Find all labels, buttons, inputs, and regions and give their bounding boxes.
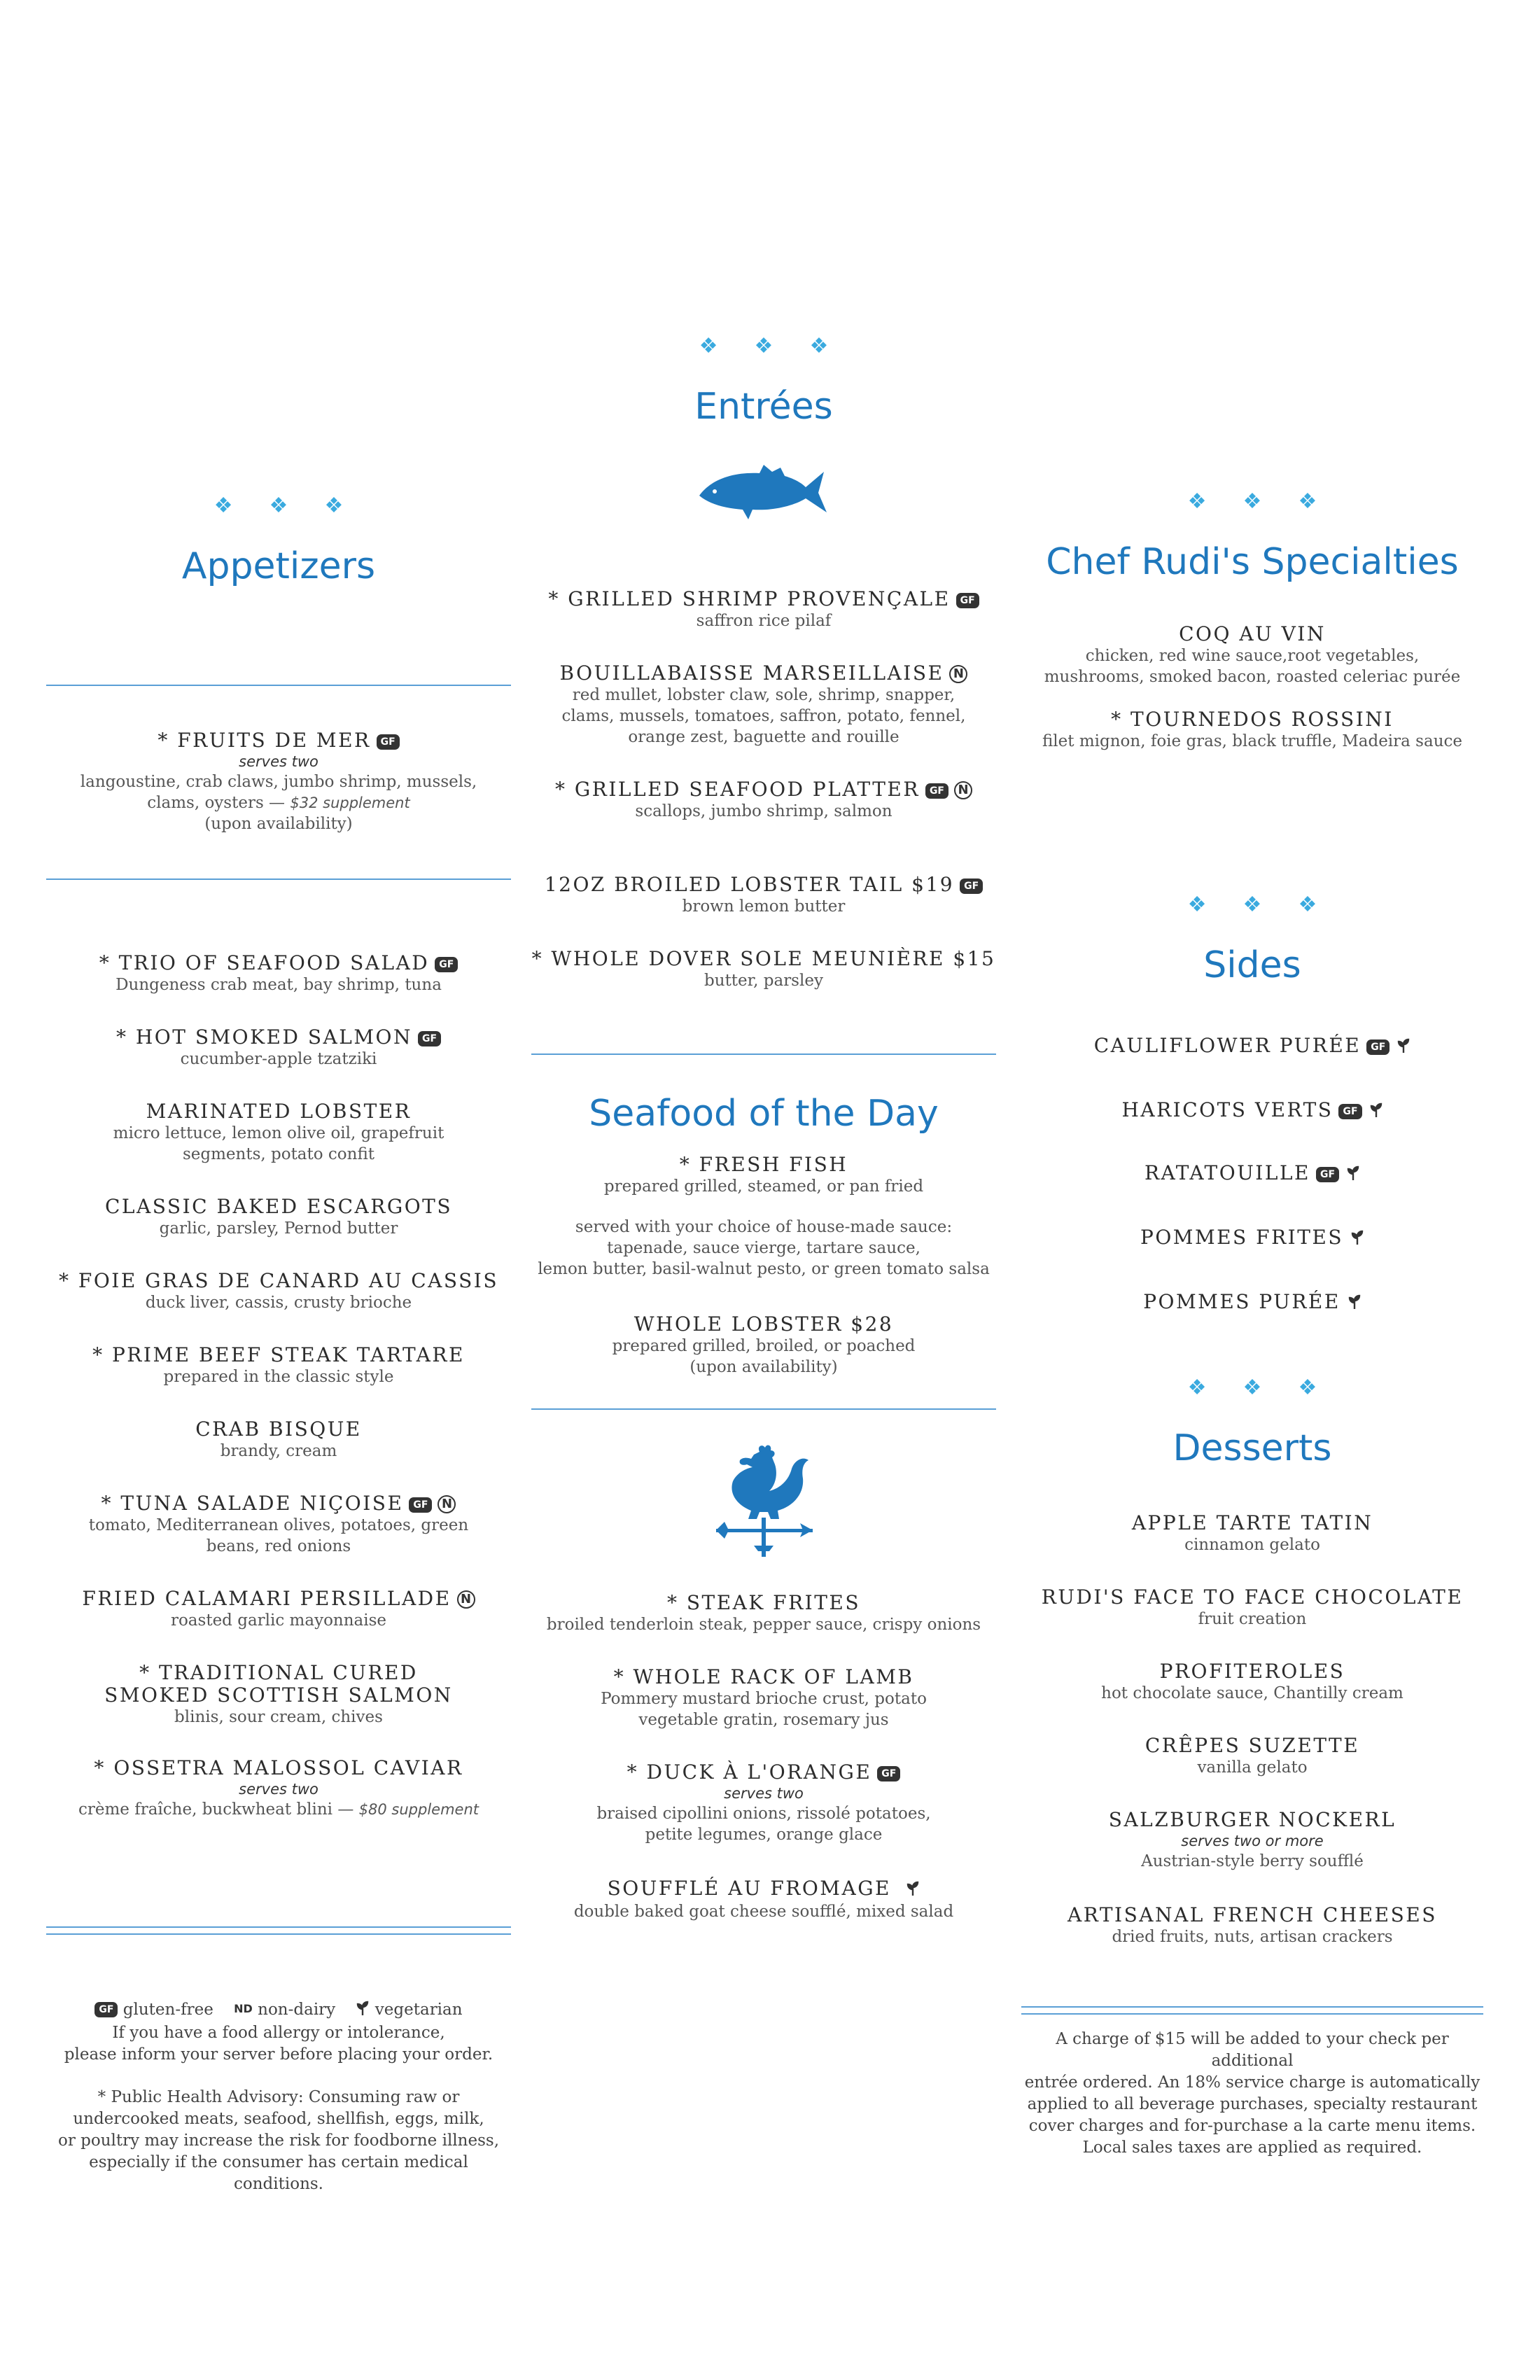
allergy-note: If you have a food allergy or intolerance, [112,2024,445,2042]
item-desc: scallops, jumbo shrimp, salmon [635,802,892,820]
ornament-icon: ❖ ❖ ❖ [1187,892,1317,917]
vegetarian-icon [1396,1036,1410,1058]
menu-item [531,874,996,917]
menu-item-whole-lobster [531,1313,996,1378]
supplement: $32 supplement [290,794,410,811]
item-desc: garlic, parsley, Pernod butter [159,1219,398,1238]
menu-item [46,1588,511,1631]
charge-note-line: Local sales taxes are applied as required. [1082,2138,1422,2157]
item-desc: brandy, cream [220,1442,337,1460]
item-name: * FRESH FISH [679,1153,848,1176]
item-name: APPLE TARTE TATIN [1131,1511,1373,1534]
health-advisory: or poultry may increase the risk for foodborne illness, [57,2132,500,2150]
item-name: * WHOLE RACK OF LAMB [613,1665,914,1688]
legend-veg-label: vegetarian [374,2001,463,2019]
menu-item [573,1666,954,1730]
non-dairy-icon: N [438,1495,456,1513]
item-desc: blinis, sour cream, chives [174,1708,383,1726]
item-desc: chicken, red wine sauce,root vegetables, mushrooms, smoked bacon, roasted celeriac purée [1044,647,1461,686]
gluten-free-icon: GF [435,957,458,972]
seafood-of-the-day-title: Seafood of the Day [589,1093,939,1135]
gluten-free-icon: GF [1338,1104,1362,1119]
item-desc: Dungeness crab meat, bay shrimp, tuna [115,976,442,994]
menu-item [46,1270,511,1313]
menu-item [531,1592,996,1635]
item-name: * DUCK À L'ORANGE [626,1760,872,1784]
item-name: CLASSIC BAKED ESCARGOTS [104,1195,453,1218]
legend-nd-label: non-dairy [258,2001,336,2019]
divider [46,685,511,686]
gluten-free-icon: GF [925,783,948,799]
health-advisory: especially if the consumer has certain medical conditions. [89,2153,468,2193]
non-dairy-icon: N [457,1590,475,1609]
item-name: POMMES PURÉE [1143,1290,1340,1313]
legend [46,1999,511,2195]
item-name: WHOLE LOBSTER $28 [634,1312,894,1336]
item-name: SOUFFLÉ AU FROMAGE [607,1877,891,1900]
gluten-free-icon: GF [1316,1167,1339,1182]
menu-item [531,948,996,991]
item-name: HARICOTS VERTS [1121,1098,1334,1121]
non-dairy-icon: N [954,781,972,799]
appetizers-title: Appetizers [181,545,376,587]
gluten-free-icon: GF [94,2002,118,2017]
menu-item [1021,708,1483,752]
item-desc: micro lettuce, lemon olive oil, grapefruit segments, potato confit [113,1124,444,1163]
item-name: SALZBURGER NOCKERL [1108,1808,1396,1831]
legend-row [46,1999,511,2022]
item-desc: roasted garlic mayonnaise [170,1611,387,1630]
item-desc: red mullet, lobster claw, sole, shrimp, snapper, clams, mussels, tomatoes, saffron, potato, fennel, orange zest, baguette and rouille [561,686,966,746]
item-note: serves two [239,1781,318,1798]
item-desc: filet mignon, foie gras, black truffle, Madeira sauce [1042,732,1463,750]
ornament-icon: ❖ ❖ ❖ [1187,1376,1317,1400]
menu-item [46,952,511,995]
menu-item [88,1662,469,1728]
rooster-weathervane-icon [710,1442,817,1561]
item-name: * FOIE GRAS DE CANARD AU CASSIS [59,1269,498,1292]
item-name: * TRADITIONAL CURED SMOKED SCOTTISH SALMON [104,1661,453,1707]
side-item [1021,1035,1483,1058]
sauce-note: tapenade, sauce vierge, tartare sauce, [607,1239,920,1257]
sides-title: Sides [1203,944,1301,986]
menu-item [46,1344,511,1387]
menu-item [531,1877,996,1922]
gluten-free-icon: GF [877,1766,900,1782]
item-name: 12OZ BROILED LOBSTER TAIL $19 [544,873,955,896]
gluten-free-icon: GF [1366,1040,1390,1055]
item-desc: saffron rice pilaf [696,612,832,630]
vegetarian-icon [1369,1100,1383,1123]
specialties-title: Chef Rudi's Specialties [1046,541,1459,583]
allergy-note: please inform your server before placing your order. [64,2045,493,2064]
item-name: FRIED CALAMARI PERSILLADE [82,1587,451,1610]
menu-item [88,1492,469,1557]
ornament-icon: ❖ ❖ ❖ [214,493,344,518]
item-desc: Austrian-style berry soufflé [1141,1852,1364,1870]
gluten-free-icon: GF [960,878,983,894]
entrees-title: Entrées [694,386,833,428]
item-name: COQ AU VIN [1179,622,1326,645]
item-name: * FRUITS DE MER [158,729,371,752]
menu-item-fruits-de-mer [46,729,511,834]
menu-item [46,1418,511,1462]
item-name: * PRIME BEEF STEAK TARTARE [92,1343,465,1366]
item-name: PROFITEROLES [1159,1660,1345,1683]
menu-item [545,662,982,748]
menu-item-caviar [46,1757,511,1820]
item-name: * HOT SMOKED SALMON [115,1026,412,1049]
gluten-free-icon: GF [956,593,979,608]
divider [46,878,511,880]
vegetarian-icon [1348,1292,1362,1315]
item-desc: cinnamon gelato [1184,1536,1320,1554]
item-name: BOUILLABAISSE MARSEILLAISE [559,662,944,685]
side-item [1021,1291,1483,1315]
item-desc: dried fruits, nuts, artisan crackers [1112,1928,1393,1946]
non-dairy-icon: N [949,665,967,683]
health-advisory: undercooked meats, seafood, shellfish, eggs, milk, [73,2110,484,2128]
item-name: * GRILLED SEAFOOD PLATTER [555,778,920,801]
item-desc: fruit creation [1198,1610,1307,1628]
sauce-note: lemon butter, basil-walnut pesto, or green tomato salsa [538,1260,990,1278]
menu-item [1021,1904,1483,1947]
item-name: * TUNA SALADE NIÇOISE [101,1492,404,1515]
item-desc: clams, oysters — [147,794,290,812]
non-dairy-icon: ND [234,2002,253,2015]
item-desc: (upon availability) [204,815,353,833]
menu-item [573,1761,954,1845]
item-desc: cucumber-apple tzatziki [180,1050,377,1068]
supplement: $80 supplement [358,1801,479,1818]
item-desc: brown lemon butter [682,897,846,916]
item-name: * STEAK FRITES [666,1591,861,1614]
item-desc: prepared grilled, broiled, or poached [612,1337,916,1355]
ornament-icon: ❖ ❖ ❖ [699,334,829,358]
sauce-note: served with your choice of house-made sauce: [575,1218,953,1236]
item-desc: vanilla gelato [1197,1758,1308,1777]
item-name: POMMES FRITES [1140,1226,1344,1249]
double-divider [46,1926,511,1935]
charge-note-line: applied to all beverage purchases, specialty restaurant [1027,2095,1478,2113]
vegetarian-icon [1350,1228,1364,1250]
side-item [1021,1162,1483,1186]
item-desc: duck liver, cassis, crusty brioche [145,1294,412,1312]
item-name: ARTISANAL FRENCH CHEESES [1068,1903,1437,1926]
item-note: serves two or more [1181,1833,1324,1849]
vegetarian-icon [906,1879,920,1901]
side-item [1021,1226,1483,1250]
divider [531,1054,996,1055]
side-item [1021,1099,1483,1123]
item-name: RUDI'S FACE TO FACE CHOCOLATE [1041,1586,1464,1609]
gluten-free-icon: GF [377,734,400,750]
item-desc: braised cipollini onions, rissolé potatoes, petite legumes, orange glace [596,1805,931,1844]
item-desc: (upon availability) [690,1358,838,1376]
menu-item [46,1026,511,1070]
item-name: CRÊPES SUZETTE [1144,1734,1360,1757]
gluten-free-icon: GF [409,1497,432,1513]
gluten-free-icon: GF [418,1031,441,1046]
item-desc: langoustine, crab claws, jumbo shrimp, mussels, [80,773,477,791]
item-desc: broiled tenderloin steak, pepper sauce, crispy onions [546,1616,981,1634]
item-desc: prepared grilled, steamed, or pan fried [603,1177,924,1196]
divider [531,1408,996,1410]
menu-item [1021,1735,1483,1778]
menu-item [1021,1512,1483,1555]
charge-note-line: A charge of $15 will be added to your check per additional [1056,2030,1449,2070]
menu-item [74,1100,483,1165]
item-desc: tomato, Mediterranean olives, potatoes, green beans, red onions [88,1516,469,1555]
menu-item [531,588,996,631]
charge-note-line: entrée ordered. An 18% service charge is automatically [1024,2073,1480,2092]
menu-item [531,778,996,822]
vegetarian-icon [1346,1163,1360,1186]
item-note: serves two [239,753,318,770]
item-desc: butter, parsley [704,972,823,990]
legend-gf-label: gluten-free [122,2001,214,2019]
item-name: MARINATED LOBSTER [146,1100,412,1123]
health-advisory: * Public Health Advisory: Consuming raw or [97,2088,460,2106]
item-desc: double baked goat cheese soufflé, mixed salad [573,1903,954,1921]
item-name: * GRILLED SHRIMP PROVENÇALE [548,587,951,610]
item-name: * WHOLE DOVER SOLE MEUNIÈRE $15 [531,947,996,970]
charge-note-line: cover charges and for-purchase a la carte menu items. [1028,2117,1476,2135]
menu-item [1021,1660,1483,1704]
item-desc: Pommery mustard brioche crust, potato vegetable gratin, rosemary jus [601,1690,927,1729]
item-name: CAULIFLOWER PURÉE [1093,1034,1362,1057]
item-desc: crème fraîche, buckwheat blini — [78,1800,359,1819]
menu-item [1021,1586,1483,1630]
item-note: serves two [724,1785,804,1802]
item-name: * TRIO OF SEAFOOD SALAD [99,951,430,974]
item-name: * TOURNEDOS ROSSINI [1111,708,1394,731]
menu-item [1021,1809,1483,1872]
item-name: RATATOUILLE [1144,1161,1310,1184]
menu-item-fresh-fish [531,1154,996,1280]
item-name: * OSSETRA MALOSSOL CAVIAR [94,1756,463,1779]
desserts-title: Desserts [1172,1427,1332,1469]
item-name: CRAB BISQUE [195,1418,362,1441]
item-desc: hot chocolate sauce, Chantilly cream [1101,1684,1404,1702]
menu-item [46,1196,511,1239]
item-desc: prepared in the classic style [163,1368,394,1386]
charge-note [1021,2029,1483,2159]
vegetarian-icon [356,2001,370,2022]
ornament-icon: ❖ ❖ ❖ [1187,489,1317,514]
double-divider [1021,2006,1483,2015]
menu-item [1035,623,1469,687]
fish-icon [696,459,830,522]
